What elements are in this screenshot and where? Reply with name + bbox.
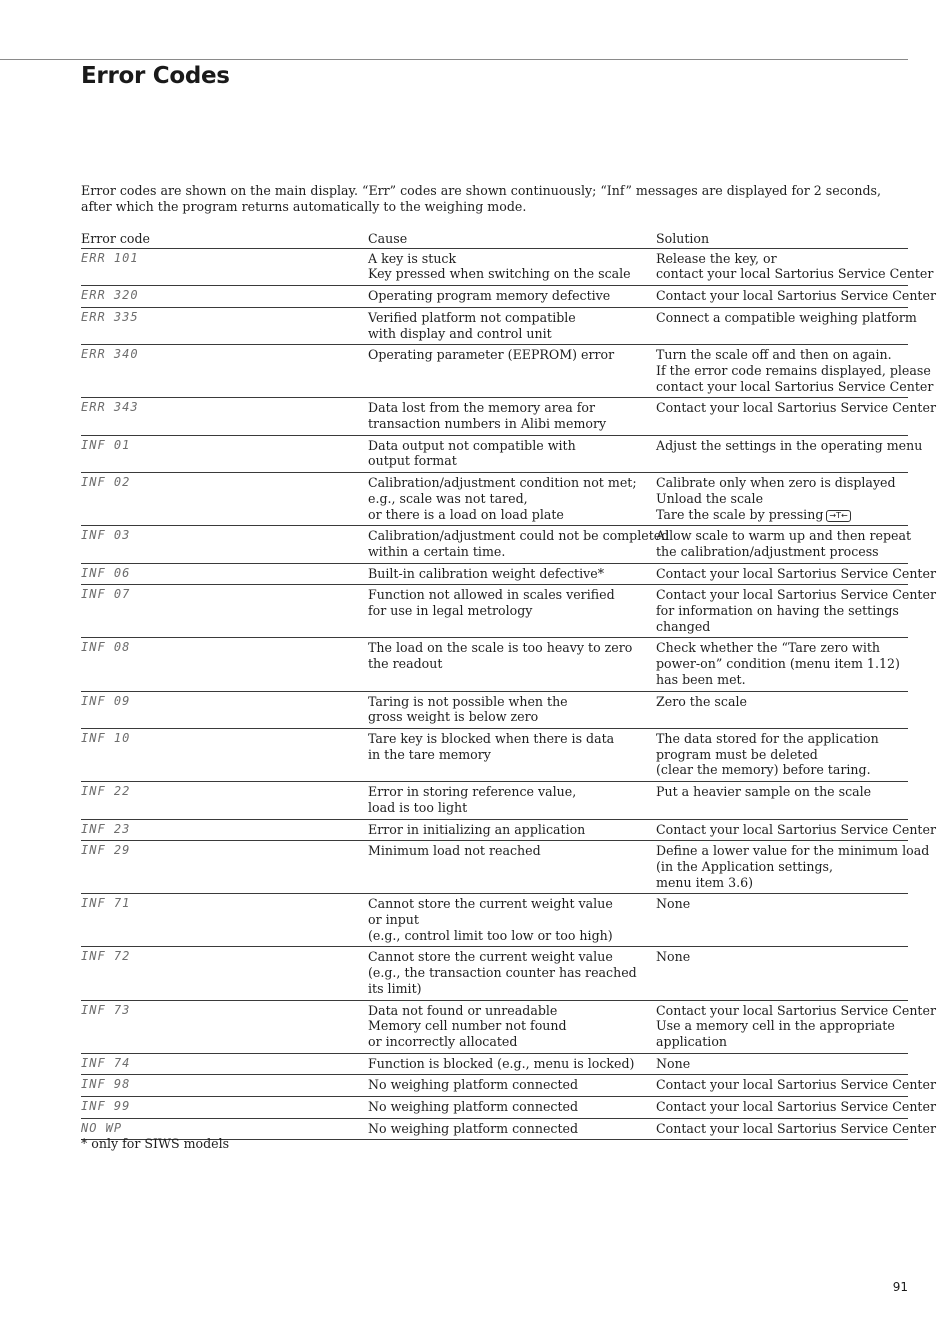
cause-cell xyxy=(368,819,656,841)
cause-text: Tare key is blocked when there is data xyxy=(368,730,615,746)
cause-cell xyxy=(368,248,656,285)
tare-key-icon: →T← xyxy=(826,510,850,522)
solution-text: program must be deleted xyxy=(656,746,818,762)
cause-line xyxy=(368,438,656,454)
cause-text: No weighing platform connected xyxy=(368,1099,579,1115)
solution-cell xyxy=(656,1118,936,1140)
solution-line xyxy=(656,762,908,778)
error-code-cell: ERR 343 xyxy=(81,398,368,435)
error-code-cell: INF 72 xyxy=(81,947,368,1000)
solution-text: None xyxy=(656,949,691,965)
solution-text: Contact your local Sartorius Service Center xyxy=(656,821,936,837)
cause-line xyxy=(368,475,656,491)
table-row xyxy=(81,435,908,472)
footnote: * only for SIWS models xyxy=(81,1136,230,1151)
cause-line xyxy=(368,843,656,859)
solution-line xyxy=(656,821,936,838)
cause-cell xyxy=(368,435,656,472)
solution-line xyxy=(656,694,908,710)
solution-line xyxy=(656,672,908,688)
table-row xyxy=(81,307,908,344)
cause-text: Operating program memory defective xyxy=(368,288,611,304)
cause-text: or there is a load on load plate xyxy=(368,506,564,522)
solution-text: Turn the scale off and then on again. xyxy=(656,347,892,363)
error-code-cell: INF 02 xyxy=(81,473,368,526)
cause-text: output format xyxy=(368,453,457,469)
cause-text: gross weight is below zero xyxy=(368,709,539,725)
solution-cell xyxy=(656,248,934,285)
solution-text: Contact your local Sartorius Service Center xyxy=(656,288,936,304)
table-row xyxy=(81,1097,908,1119)
error-code-cell: INF 06 xyxy=(81,563,368,585)
cause-line xyxy=(368,731,656,747)
header-solution: Solution xyxy=(656,231,908,248)
top-rule xyxy=(0,59,908,60)
table-row xyxy=(81,947,908,1000)
solution-line xyxy=(656,619,908,635)
cause-cell xyxy=(368,894,656,947)
cause-line xyxy=(368,981,656,997)
table-row xyxy=(81,526,908,563)
solution-cell xyxy=(656,894,908,947)
solution-line xyxy=(656,251,908,267)
solution-text: Contact your local Sartorius Service Center xyxy=(656,1002,936,1018)
cause-line xyxy=(368,528,670,544)
cause-text: Memory cell number not found xyxy=(368,1018,567,1034)
error-rows xyxy=(81,248,936,1140)
cause-text: Calibration/adjustment condition not met; xyxy=(368,475,637,491)
solution-text: The data stored for the application xyxy=(656,730,879,746)
cause-text: or input xyxy=(368,912,419,928)
cause-line xyxy=(368,347,656,363)
page-number: 91 xyxy=(892,1280,908,1294)
cause-text: Data output not compatible with xyxy=(368,437,576,453)
cause-text: transaction numbers in Alibi memory xyxy=(368,416,607,432)
cause-line xyxy=(368,1056,656,1072)
cause-cell xyxy=(368,782,656,819)
solution-line xyxy=(656,843,930,859)
cause-text: its limit) xyxy=(368,980,422,996)
solution-line xyxy=(656,1002,936,1019)
cause-cell xyxy=(368,1053,656,1075)
cause-cell xyxy=(368,585,656,638)
cause-text: in the tare memory xyxy=(368,746,491,762)
solution-text: Put a heavier sample on the scale xyxy=(656,784,872,800)
solution-cell xyxy=(656,819,936,841)
error-codes-table xyxy=(81,231,936,1140)
error-code-cell: INF 09 xyxy=(81,691,368,728)
solution-cell xyxy=(656,473,908,526)
solution-text: Connect a compatible weighing platform xyxy=(656,309,917,325)
cause-cell xyxy=(368,947,656,1000)
page-title: Error Codes xyxy=(81,63,230,89)
solution-line xyxy=(656,400,936,416)
solution-cell xyxy=(656,286,936,308)
solution-text: contact your local Sartorius Service Center xyxy=(656,266,934,282)
error-code-cell: ERR 340 xyxy=(81,345,368,398)
cause-line xyxy=(368,251,656,267)
cause-line xyxy=(368,326,656,342)
table-row xyxy=(81,894,908,947)
cause-line xyxy=(368,800,656,816)
solution-line xyxy=(656,544,908,560)
solution-cell xyxy=(656,345,934,398)
solution-line xyxy=(656,587,936,603)
error-code-cell: ERR 335 xyxy=(81,307,368,344)
table-row xyxy=(81,819,908,841)
cause-cell xyxy=(368,307,656,344)
cause-text: Calibration/adjustment could not be completed xyxy=(368,528,670,544)
solution-line xyxy=(656,437,923,454)
cause-cell xyxy=(368,638,656,691)
solution-cell xyxy=(656,782,908,819)
table-row xyxy=(81,691,908,728)
cause-line xyxy=(368,400,656,416)
table-row xyxy=(81,563,908,585)
cause-line xyxy=(368,416,656,432)
cause-text: for use in legal metrology xyxy=(368,603,533,619)
solution-text: contact your local Sartorius Service Center xyxy=(656,378,934,394)
cause-cell xyxy=(368,728,656,781)
solution-text: has been met. xyxy=(656,671,746,687)
cause-line xyxy=(368,822,656,838)
cause-line xyxy=(368,507,656,523)
solution-cell xyxy=(656,638,908,691)
cause-cell xyxy=(368,286,656,308)
solution-cell xyxy=(656,585,936,638)
solution-cell xyxy=(656,1053,908,1075)
solution-line xyxy=(656,309,917,326)
cause-line xyxy=(368,928,656,944)
cause-line xyxy=(368,896,656,912)
cause-cell xyxy=(368,563,656,585)
solution-text: application xyxy=(656,1033,728,1049)
cause-line xyxy=(368,1121,656,1137)
error-code-cell: INF 07 xyxy=(81,585,368,638)
solution-text: Define a lower value for the minimum load xyxy=(656,843,930,859)
cause-line xyxy=(368,709,656,725)
cause-cell xyxy=(368,398,656,435)
solution-text: Check whether the “Tare zero with xyxy=(656,640,881,656)
solution-cell xyxy=(656,1000,936,1053)
solution-line xyxy=(656,859,908,875)
solution-line xyxy=(656,949,908,965)
solution-text: Use a memory cell in the appropriate xyxy=(656,1018,895,1034)
cause-line xyxy=(368,1077,656,1093)
solution-text: Contact your local Sartorius Service Center xyxy=(656,565,936,581)
solution-text: Unload the scale xyxy=(656,490,764,506)
cause-cell xyxy=(368,473,656,526)
solution-text: changed xyxy=(656,618,711,634)
error-code-cell: INF 99 xyxy=(81,1097,368,1119)
solution-text: Contact your local Sartorius Service Center xyxy=(656,1120,936,1136)
header-cause: Cause xyxy=(368,231,656,248)
cause-text: Taring is not possible when the xyxy=(368,693,568,709)
table-row xyxy=(81,473,908,526)
cause-line xyxy=(368,912,656,928)
cause-cell xyxy=(368,1118,656,1140)
cause-line xyxy=(368,656,656,672)
cause-text: A key is stuck xyxy=(368,250,457,266)
solution-cell xyxy=(656,563,936,585)
solution-text: Contact your local Sartorius Service Center xyxy=(656,1099,936,1115)
error-code-cell: INF 29 xyxy=(81,841,368,894)
error-code-cell: INF 01 xyxy=(81,435,368,472)
solution-cell xyxy=(656,691,908,728)
solution-text: Zero the scale xyxy=(656,693,747,709)
cause-text: Error in storing reference value, xyxy=(368,784,577,800)
cause-line xyxy=(368,587,656,603)
solution-text: for information on having the settings xyxy=(656,603,899,619)
cause-text: Data lost from the memory area for xyxy=(368,400,595,416)
solution-line xyxy=(656,1034,908,1050)
solution-text: Contact your local Sartorius Service Center xyxy=(656,1077,936,1093)
table-row xyxy=(81,248,908,285)
solution-line xyxy=(656,747,908,763)
error-code-cell: INF 08 xyxy=(81,638,368,691)
solution-cell xyxy=(656,841,930,894)
solution-text: Contact your local Sartorius Service Center xyxy=(656,587,936,603)
cause-line xyxy=(368,949,656,965)
solution-line xyxy=(656,1099,936,1115)
solution-cell xyxy=(656,1075,936,1097)
cause-text: Function is blocked (e.g., menu is locked) xyxy=(368,1055,635,1071)
cause-text: No weighing platform connected xyxy=(368,1077,579,1093)
solution-line xyxy=(656,1077,936,1093)
cause-text: Data not found or unreadable xyxy=(368,1002,558,1018)
solution-cell xyxy=(656,1097,936,1119)
cause-text: Verified platform not compatible xyxy=(368,309,576,325)
cause-line xyxy=(368,1018,656,1034)
cause-line xyxy=(368,1034,656,1050)
cause-line xyxy=(368,784,656,800)
solution-cell xyxy=(656,728,908,781)
header-error-code: Error code xyxy=(81,231,368,248)
table-row xyxy=(81,1075,908,1097)
error-code-cell: NO WP xyxy=(81,1118,368,1140)
error-code-cell: INF 03 xyxy=(81,526,368,563)
error-code-cell: INF 73 xyxy=(81,1000,368,1053)
cause-text: with display and control unit xyxy=(368,325,552,341)
cause-line xyxy=(368,544,656,560)
cause-line xyxy=(368,491,656,507)
cause-text: e.g., scale was not tared, xyxy=(368,490,528,506)
table-row xyxy=(81,585,908,638)
error-code-cell: INF 71 xyxy=(81,894,368,947)
cause-text: (e.g., the transaction counter has reached xyxy=(368,965,637,981)
cause-text: within a certain time. xyxy=(368,543,506,559)
solution-line xyxy=(656,731,908,747)
cause-cell xyxy=(368,345,656,398)
intro-line: after which the program returns automatically to the weighing mode. xyxy=(81,199,527,214)
cause-line xyxy=(368,310,656,326)
table-row xyxy=(81,638,908,691)
solution-line xyxy=(656,362,931,379)
solution-line xyxy=(656,603,908,619)
solution-line xyxy=(656,640,908,656)
cause-text: Error in initializing an application xyxy=(368,821,586,837)
cause-cell xyxy=(368,1097,656,1119)
solution-line xyxy=(656,875,908,891)
cause-text: Built-in calibration weight defective* xyxy=(368,565,605,581)
cause-text: The load on the scale is too heavy to zero xyxy=(368,640,633,656)
solution-line xyxy=(656,266,934,282)
solution-line xyxy=(656,896,908,912)
cause-text: or incorrectly allocated xyxy=(368,1033,518,1049)
solution-text: None xyxy=(656,896,691,912)
table-header-row xyxy=(81,231,908,248)
solution-cell xyxy=(656,435,923,472)
solution-line xyxy=(656,288,936,304)
error-code-cell: INF 23 xyxy=(81,819,368,841)
solution-line xyxy=(656,784,908,800)
cause-cell xyxy=(368,691,656,728)
error-code-cell: ERR 101 xyxy=(81,248,368,285)
solution-cell xyxy=(656,947,908,1000)
solution-text: menu item 3.6) xyxy=(656,874,754,890)
error-code-cell: INF 22 xyxy=(81,782,368,819)
cause-line xyxy=(368,1003,656,1019)
cause-line xyxy=(368,640,656,656)
cause-cell xyxy=(368,1075,656,1097)
cause-text: Cannot store the current weight value xyxy=(368,949,613,965)
solution-text: (clear the memory) before taring. xyxy=(656,762,871,778)
cause-line xyxy=(368,1099,656,1115)
error-code-cell: INF 98 xyxy=(81,1075,368,1097)
solution-line xyxy=(656,507,908,523)
solution-line xyxy=(656,378,934,395)
solution-line xyxy=(656,1120,936,1137)
solution-text: Release the key, or xyxy=(656,250,777,266)
solution-line xyxy=(656,347,908,363)
solution-cell xyxy=(656,307,917,344)
solution-text: None xyxy=(656,1055,691,1071)
solution-text: Tare the scale by pressing xyxy=(656,506,824,522)
cause-text: Operating parameter (EEPROM) error xyxy=(368,347,615,363)
solution-text: If the error code remains displayed, please xyxy=(656,362,931,378)
solution-text: Allow scale to warm up and then repeat xyxy=(656,528,912,544)
solution-cell xyxy=(656,526,912,563)
cause-cell xyxy=(368,841,656,894)
table-row xyxy=(81,286,908,308)
error-code-cell: INF 10 xyxy=(81,728,368,781)
solution-line xyxy=(656,1056,908,1072)
solution-text: Calibrate only when zero is displayed xyxy=(656,475,896,491)
solution-text: the calibration/adjustment process xyxy=(656,543,879,559)
error-code-cell: INF 74 xyxy=(81,1053,368,1075)
cause-line xyxy=(368,288,656,304)
error-code-cell: ERR 320 xyxy=(81,286,368,308)
cause-text: Key pressed when switching on the scale xyxy=(368,266,631,282)
cause-line xyxy=(368,965,656,981)
cause-line xyxy=(368,603,656,619)
table-row xyxy=(81,1053,908,1075)
cause-text: Function not allowed in scales verified xyxy=(368,587,615,603)
intro-line: Error codes are shown on the main display. “Err” codes are shown continuously; “Inf” messages are displayed for 2 seconds, xyxy=(81,183,881,198)
solution-line xyxy=(656,1018,908,1034)
solution-text: Contact your local Sartorius Service Center xyxy=(656,400,936,416)
solution-line xyxy=(656,491,908,507)
table-row xyxy=(81,841,908,894)
intro-paragraph xyxy=(81,183,881,215)
cause-cell xyxy=(368,1000,656,1053)
cause-text: the readout xyxy=(368,656,443,672)
cause-text: Cannot store the current weight value xyxy=(368,896,613,912)
solution-line xyxy=(656,475,908,491)
table-row xyxy=(81,398,908,435)
cause-line xyxy=(368,694,656,710)
cause-line xyxy=(368,566,656,582)
cause-text: No weighing platform connected xyxy=(368,1120,579,1136)
table-row xyxy=(81,782,908,819)
solution-text: (in the Application settings, xyxy=(656,858,834,874)
solution-line xyxy=(656,528,912,544)
cause-text: load is too light xyxy=(368,799,468,815)
solution-line xyxy=(656,565,936,582)
solution-text: Adjust the settings in the operating menu xyxy=(656,437,923,453)
cause-text: Minimum load not reached xyxy=(368,843,541,859)
table-row xyxy=(81,728,908,781)
cause-text: (e.g., control limit too low or too high) xyxy=(368,927,613,943)
cause-cell xyxy=(368,526,670,563)
solution-text: power-on” condition (menu item 1.12) xyxy=(656,656,900,672)
cause-line xyxy=(368,747,656,763)
table-row xyxy=(81,1000,908,1053)
table-row xyxy=(81,345,908,398)
cause-line xyxy=(368,266,656,282)
cause-line xyxy=(368,453,656,469)
solution-line xyxy=(656,656,908,672)
solution-cell xyxy=(656,398,936,435)
